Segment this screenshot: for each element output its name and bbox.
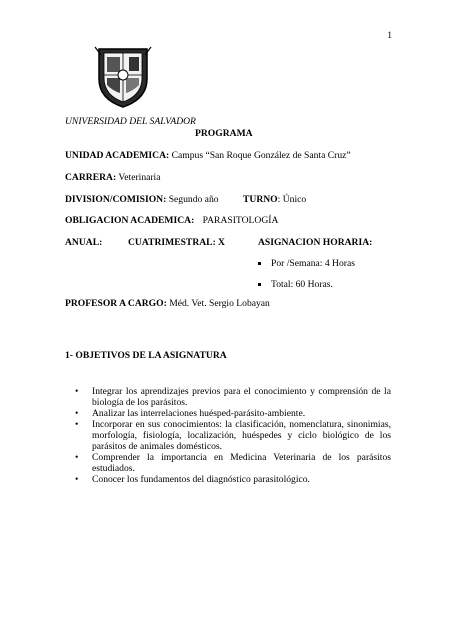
- profesor-row: [65, 298, 270, 310]
- programa-title: PROGRAMA: [195, 128, 253, 139]
- cuatrimestral-mark: X: [218, 237, 225, 248]
- horas-semana-item: [258, 258, 355, 270]
- unidad-value: Campus “San Roque González de Santa Cruz”: [171, 150, 351, 161]
- division-label: DIVISION/COMISION:: [65, 194, 167, 205]
- objetivo-text: Integrar los aprendizajes previos para el conocimiento y comprensión de la biología de los parásitos.: [92, 386, 391, 408]
- bullet-icon: •: [75, 474, 79, 485]
- profesor-label: PROFESOR A CARGO:: [65, 298, 167, 309]
- profesor-value: Méd. Vet. Sergio Lobayan: [169, 298, 270, 309]
- turno-value: : Único: [277, 194, 307, 205]
- objetivo-text: Comprender la importancia en Medicina Veterinaria de los parásitos estudiados.: [92, 452, 391, 474]
- anual-label: ANUAL:: [65, 237, 103, 248]
- bullet-icon: •: [75, 386, 79, 397]
- university-crest-icon: [93, 45, 153, 110]
- turno-label: TURNO: [243, 194, 278, 205]
- objetivo-text: Conocer los fundamentos del diagnóstico parasitológico.: [92, 474, 310, 485]
- objetivo-item: [75, 474, 391, 485]
- cuatrimestral-label: CUATRIMESTRAL:: [128, 237, 216, 248]
- horas-semana-text: Por /Semana: 4 Horas: [271, 258, 355, 269]
- square-bullet-icon: [258, 262, 261, 265]
- objetivo-item: [75, 452, 391, 474]
- carrera-row: [65, 172, 161, 184]
- division-value: Segundo año: [168, 194, 219, 205]
- obligacion-row: [65, 215, 278, 227]
- page-number: 1: [387, 30, 392, 41]
- unidad-row: [65, 150, 351, 162]
- bullet-icon: •: [75, 419, 79, 430]
- objetivos-heading: 1- OBJETIVOS DE LA ASIGNATURA: [65, 350, 227, 361]
- bullet-icon: •: [75, 452, 79, 463]
- unidad-label: UNIDAD ACADEMICA:: [65, 150, 170, 161]
- obligacion-label: OBLIGACION ACADEMICA:: [65, 215, 195, 226]
- objetivo-text: Analizar las interrelaciones huésped-parásito-ambiente.: [92, 408, 306, 419]
- carrera-label: CARRERA:: [65, 172, 117, 183]
- horas-total-item: [258, 279, 333, 291]
- objetivo-item: [75, 408, 391, 419]
- carrera-value: Veterinaria: [118, 172, 161, 183]
- division-row: [65, 194, 219, 206]
- asignacion-label: ASIGNACION HORARIA:: [258, 237, 373, 248]
- university-name: UNIVERSIDAD DEL SALVADOR: [65, 116, 196, 127]
- turno-row: [243, 194, 306, 206]
- bullet-icon: •: [75, 408, 79, 419]
- horas-total-text: Total: 60 Horas.: [271, 279, 333, 290]
- objetivo-item: [75, 419, 391, 452]
- objetivos-list: [75, 386, 391, 485]
- objetivo-text: Incorporar en sus conocimientos: la clasificación, nomenclatura, sinonimias, morfología, fisiología, localización, huéspedes y ciclo biológico de los parásitos de animales domésticos.: [92, 419, 391, 452]
- obligacion-value: PARASITOLOGÍA: [202, 215, 279, 226]
- square-bullet-icon: [258, 283, 261, 286]
- objetivo-item: [75, 386, 391, 408]
